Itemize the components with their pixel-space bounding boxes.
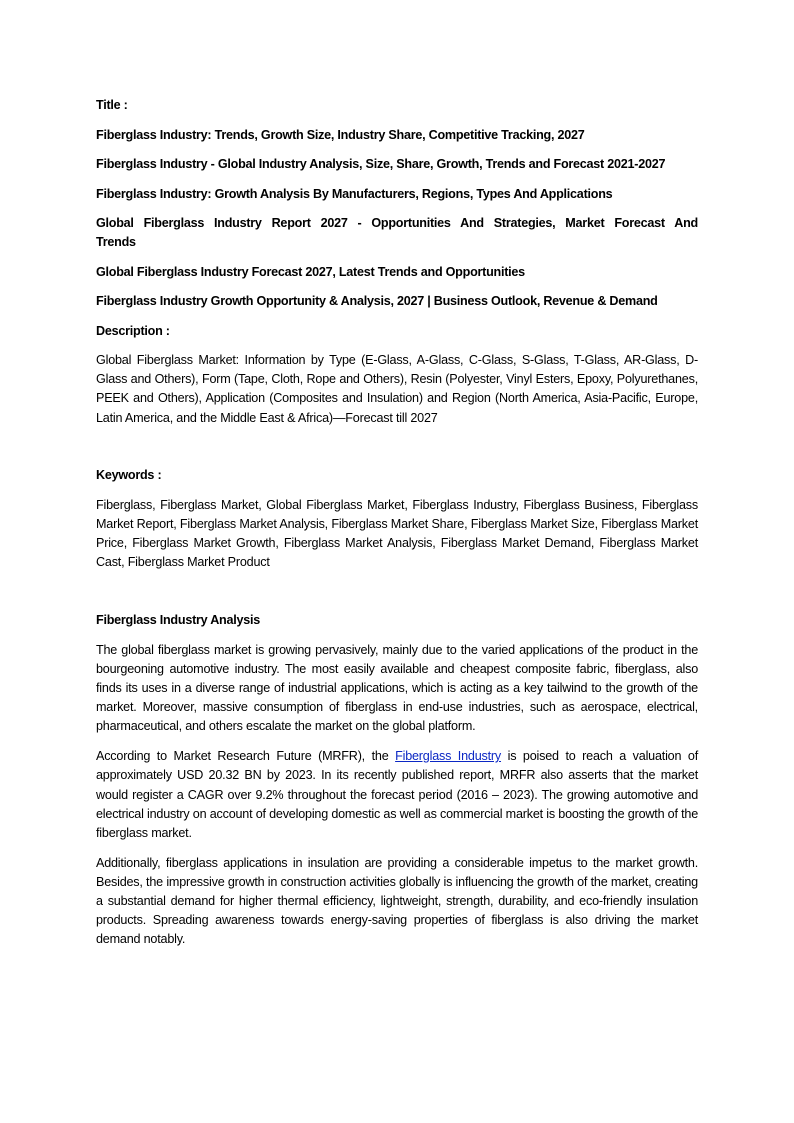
analysis-paragraph-2 [96,747,698,843]
keywords-text: Fiberglass, Fiberglass Market, Global Fiberglass Market, Fiberglass Industry, Fiberglass Business, Fiberglass Market Report, Fiberglass Market Analysis, Fiberglass Market Share, Fiberglass Market Size, Fiberglass Market Price, Fiberglass Market Growth, Fiberglass Market Analysis, Fiberglass Market Demand, Fiberglass Market Cast, Fiberglass Market Product [96,497,698,570]
document-page [96,96,698,960]
spacer [96,438,698,466]
title-label: Title : [96,98,128,112]
title-2: Fiberglass Industry - Global Industry Analysis, Size, Share, Growth, Trends and Forecast 2021-2027 [96,157,666,171]
spacer [96,583,698,611]
analysis-paragraph-1: The global fiberglass market is growing pervasively, mainly due to the varied applications of the product in the bourgeoning automotive industry. The most easily available and cheapest composite fabric, fiberglass, also finds its uses in a diverse range of industrial applications, which is acting as a key tailwind to the growth of the market. Moreover, massive consumption of fiberglass in end-use industries, such as aerospace, electrical, pharmaceutical, and others escalate the market on the global platform. [96,642,698,734]
description-label: Description : [96,323,170,338]
paragraph-2-lead: According to Market Research Future (MRFR), the [96,749,396,764]
description-text: Global Fiberglass Market: Information by Type (E-Glass, A-Glass, C-Glass, S-Glass, T-Glass, AR-Glass, D-Glass and Others), Form (Tape, Cloth, Rope and Others), Resin (Polyester, Vinyl Esters, Epoxy, Polyurethanes, PEEK and Others), Application (Composites and Insulation) and Region (North America, Asia-Pacific, Europe, Latin America, and the Middle East & Africa)—Forecast till 2027 [96,353,698,425]
title-5: Global Fiberglass Industry Forecast 2027, Latest Trends and Opportunities [96,264,525,279]
title-3: Fiberglass Industry: Growth Analysis By Manufacturers, Regions, Types And Applications [96,186,613,201]
title-1: Fiberglass Industry: Trends, Growth Size, Industry Share, Competitive Tracking, 2027 [96,127,585,142]
analysis-paragraph-3: Additionally, fiberglass applications in insulation are providing a considerable impetus to the market growth. Besides, the impressive growth in construction activities globally is influencing the growth of the market, creating a substantial demand for higher thermal efficiency, lightweight, strength, durability, and eco-friendly insulation products. Spreading awareness towards energy-saving properties of fiberglass is also driving the market demand notably. [96,855,698,947]
title-6: Fiberglass Industry Growth Opportunity & Analysis, 2027 | Business Outlook, Revenue & Demand [96,294,658,308]
fiberglass-industry-link[interactable]: Fiberglass Industry [395,749,502,764]
keywords-label: Keywords : [96,468,162,483]
title-4: Global Fiberglass Industry Report 2027 - Opportunities And Strategies, Market Forecast And Trends [96,216,698,249]
paragraph-2-rest: is poised to reach a valuation of approximately USD 20.32 BN by 2023. In its recently published report, MRFR also asserts that the market would register a CAGR over 9.2% throughout the forecast period (2016 – 2023). The growing automotive and electrical industry on account of developing domestic as well as commercial market is boosting the growth of the fiberglass market. [96,749,698,840]
analysis-heading: Fiberglass Industry Analysis [96,613,261,628]
